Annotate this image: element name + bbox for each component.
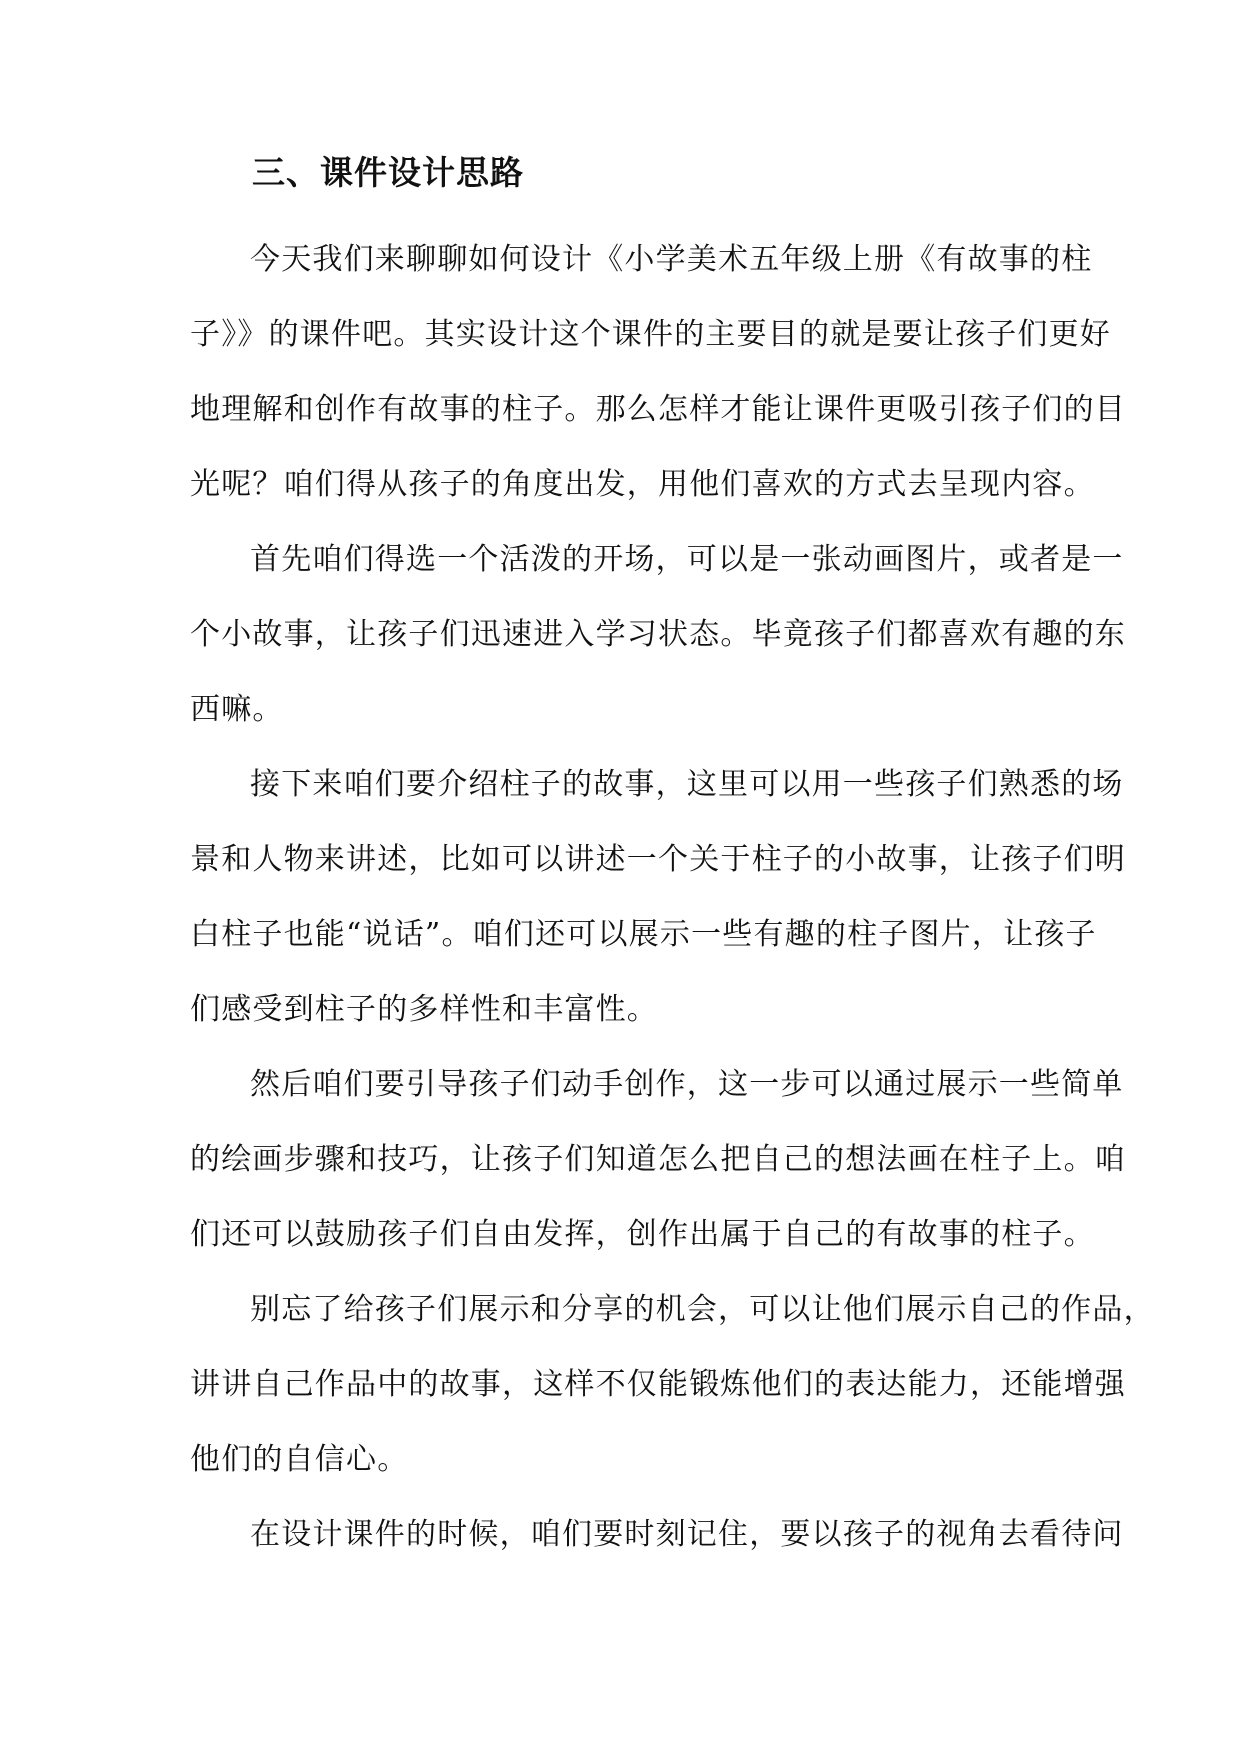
paragraph	[190, 1272, 1155, 1497]
text-line: 个小故事，让孩子们迅速进入学习状态。毕竟孩子们都喜欢有趣的东	[190, 617, 1126, 652]
text-line: 光呢？咱们得从孩子的角度出发，用他们喜欢的方式去呈现内容。	[190, 467, 1095, 502]
paragraph	[190, 1497, 1124, 1572]
text-line: 们还可以鼓励孩子们自由发挥，创作出属于自己的有故事的柱子。	[190, 1217, 1095, 1252]
text-line: 接下来咱们要介绍柱子的故事，这里可以用一些孩子们熟悉的场	[250, 767, 1124, 802]
text-line: 他们的自信心。	[190, 1442, 409, 1477]
text-line: 地理解和创作有故事的柱子。那么怎样才能让课件更吸引孩子们的目	[190, 392, 1126, 427]
text-line: 在设计课件的时候，咱们要时刻记住，要以孩子的视角去看待问	[250, 1517, 1124, 1552]
paragraph	[190, 747, 1126, 1047]
body-text	[190, 222, 1155, 1572]
text-line: 今天我们来聊聊如何设计《小学美术五年级上册《有故事的柱	[250, 242, 1093, 277]
text-line: 西嘛。	[190, 692, 284, 727]
text-line: 的绘画步骤和技巧，让孩子们知道怎么把自己的想法画在柱子上。咱	[190, 1142, 1126, 1177]
text-line: 景和人物来讲述，比如可以讲述一个关于柱子的小故事，让孩子们明	[190, 842, 1126, 877]
text-line: 白柱子也能“说话”。咱们还可以展示一些有趣的柱子图片，让孩子	[190, 917, 1097, 952]
text-line: 们感受到柱子的多样性和丰富性。	[190, 992, 658, 1027]
text-line: 别忘了给孩子们展示和分享的机会，可以让他们展示自己的作品，	[250, 1292, 1155, 1327]
section-heading: 三、课件设计思路	[252, 153, 524, 192]
paragraph	[190, 522, 1126, 747]
text-line: 子》》的课件吧。其实设计这个课件的主要目的就是要让孩子们更好	[190, 317, 1111, 352]
text-line: 讲讲自己作品中的故事，这样不仅能锻炼他们的表达能力，还能增强	[190, 1367, 1126, 1402]
paragraph	[190, 1047, 1126, 1272]
paragraph	[190, 222, 1126, 522]
text-line: 然后咱们要引导孩子们动手创作，这一步可以通过展示一些简单	[250, 1067, 1124, 1102]
text-line: 首先咱们得选一个活泼的开场，可以是一张动画图片，或者是一	[250, 542, 1124, 577]
